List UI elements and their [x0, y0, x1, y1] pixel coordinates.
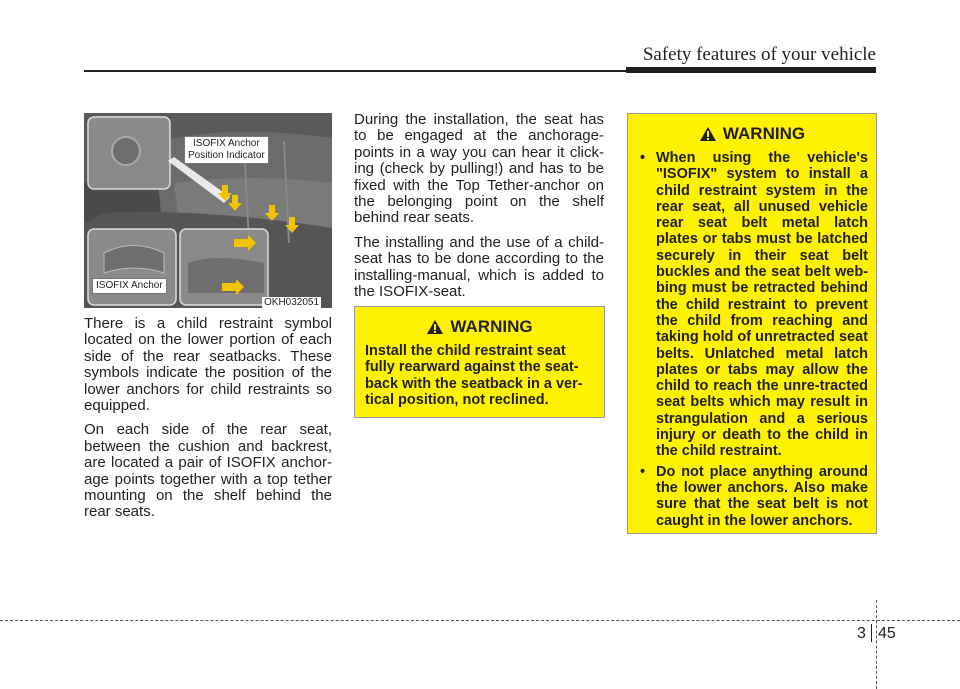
middle-column	[354, 112, 604, 308]
warning-heading-text: WARNING	[722, 124, 806, 143]
header-rule-accent	[626, 67, 876, 73]
page-number: 45	[878, 625, 896, 642]
warning-triangle-icon	[426, 319, 444, 335]
warning-item-text: Do not place anything around the lower anchors. Also make sure that the seat belt is not caught in the lower anchors.	[656, 463, 868, 529]
callout-isofix-anchor: ISOFIX Anchor	[92, 278, 167, 294]
figure-code: OKH032051	[264, 297, 320, 308]
warning-box-seat-position	[354, 306, 605, 418]
footer-rule	[0, 620, 960, 621]
bullet-icon: •	[640, 150, 646, 166]
warning-heading	[636, 124, 868, 144]
isofix-illustration	[84, 113, 332, 308]
running-header: Safety features of your vehicle	[642, 44, 876, 65]
page-separator	[871, 624, 872, 642]
warning-item	[636, 150, 868, 460]
footer-vertical-rule	[876, 600, 877, 689]
warning-triangle-icon	[699, 126, 717, 142]
callout-line: Position Indicator	[188, 150, 265, 161]
paragraph: There is a child restraint symbol located on the lower portion of each side of the rear seatbacks. These symbols indicate the position of the lower anchors for child restraints so equipped.	[84, 315, 332, 415]
warning-heading-text: WARNING	[450, 317, 533, 336]
warning-heading	[365, 317, 594, 337]
callout-line: ISOFIX Anchor	[193, 138, 260, 149]
warning-item-text: When using the vehicle's "ISOFIX" system to install a child restraint system in the rear seat, all unused vehicle rear seat belt metal latch plates or tabs must be latched securely in their seat belt buckles and the seat belt web-bing must be retracted behind the child restraint to prevent the child from reaching and taking hold of unretracted seat belts. Unlatched metal latch plates or tabs may allow the child to reach the unre-tracted seat belts which may result in strangulation and a serious injury or death to the child in the child restraint.	[656, 150, 868, 460]
warning-item	[636, 464, 868, 529]
left-column	[84, 316, 332, 529]
paragraph: During the installation, the seat has to be engaged at the anchorage-points in a way you can hear it click-ing (check by pulling!) and has to be fixed with the Top Tether-anchor on the belonging point on the shelf behind rear seats.	[354, 111, 604, 227]
paragraph: On each side of the rear seat, between the cushion and backrest, are located a pair of ISOFIX anchor-age points together with a top tether mounting on the shelf behind the rear seats.	[84, 421, 332, 521]
warning-box-isofix	[627, 113, 877, 534]
callout-anchor-position-indicator	[184, 136, 269, 164]
bullet-icon: •	[640, 463, 646, 480]
paragraph: The installing and the use of a child-seat has to be done according to the installing-manual, which is added to the ISOFIX-seat.	[354, 233, 604, 301]
section-number: 3	[857, 625, 866, 642]
warning-text: Install the child restraint seat fully rearward against the seat-back with the seatback in a ver-tical position, not reclined.	[365, 343, 583, 408]
warning-list	[636, 150, 868, 529]
